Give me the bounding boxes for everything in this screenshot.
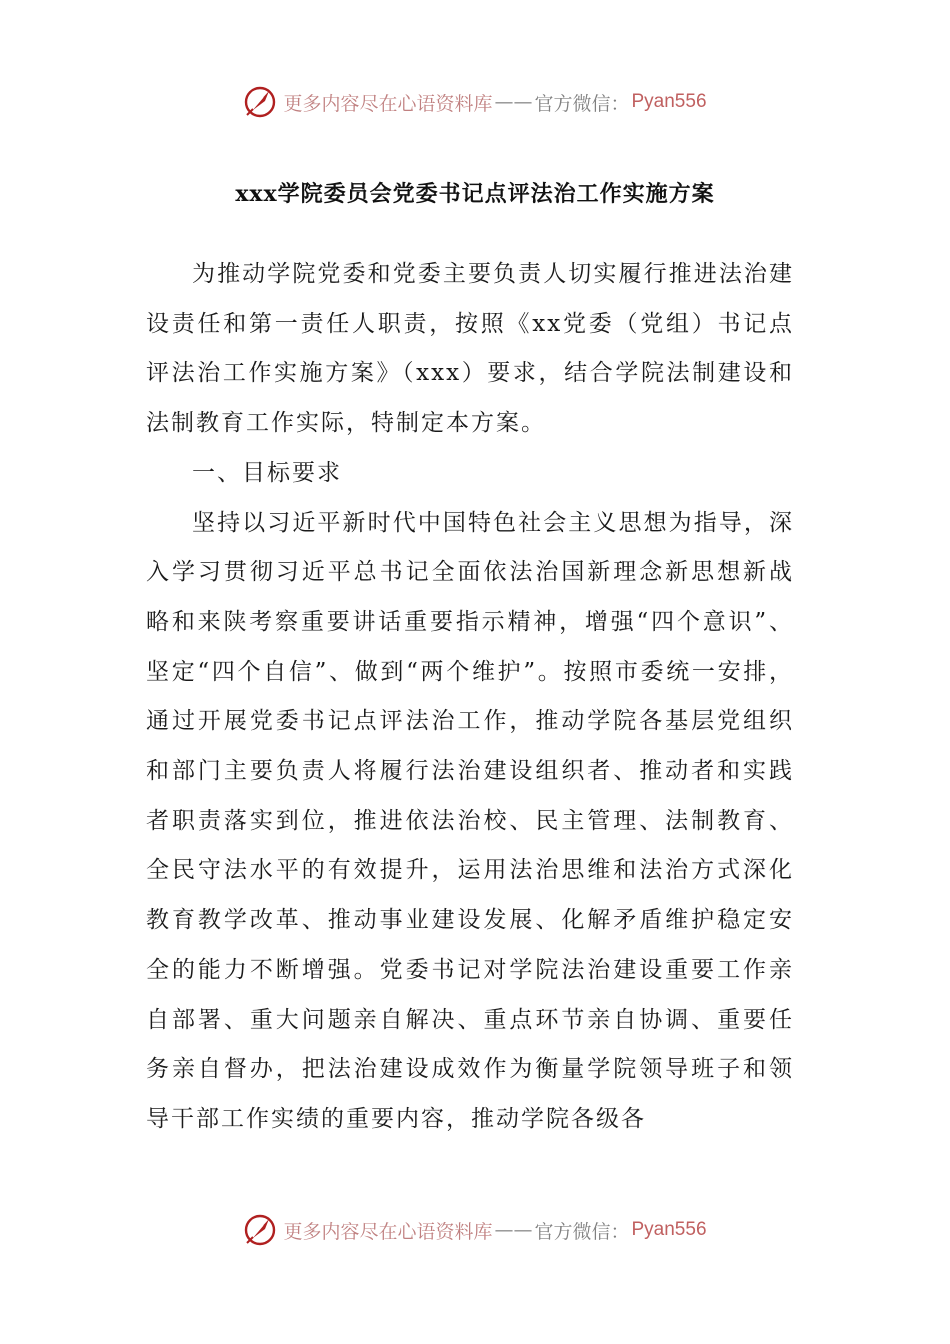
watermark-separator: —— [494,1219,533,1241]
watermark-wechat-label: 官方微信： [534,1220,630,1243]
watermark-text: 更多内容尽在心语资料库 [283,92,493,115]
watermark-wechat-id: Pyan556 [631,1219,707,1240]
watermark-text: 更多内容尽在心语资料库 [283,1220,493,1243]
body-paragraph: 坚持以习近平新时代中国特色社会主义思想为指导，深入学习贯彻习近平总书记全面依法治国新理念新思想新战略和来陕考察重要讲话重要指示精神，增强“四个意识”、坚定“四个自信”、做到“两个维护”。按照市委统一安排，通过开展党委书记点评法治工作，推动学院各基层党组织和部门主要负责人将履行法治建设组织者、推动者和实践者职责落实到位，推进依法治校、民主管理、法制教育、全民守法水平的有效提升，运用法治思维和法治方式深化教育教学改革、推动事业建设发展、化解矛盾维护稳定安全的能力不断增强。党委书记对学院法治建设重要工作亲自部署、重大问题亲自解决、重点环节亲自协调、重要任务亲自督办，把法治建设成效作为衡量学院领导班子和领导干部工作实绩的重要内容，推动学院各级各 [146,509,794,1132]
section-heading: 一、目标要求 [192,459,342,486]
watermark-wechat-label: 官方微信： [534,92,630,115]
document-body [146,250,794,1145]
feather-pen-logo-icon [243,85,277,119]
watermark-separator: —— [494,91,533,113]
document-title: xxx学院委员会党委书记点评法治工作实施方案 [235,181,715,207]
header-watermark [0,80,950,124]
feather-pen-logo-icon [243,1213,277,1247]
watermark-wechat-id: Pyan556 [631,91,707,112]
footer-watermark [0,1208,950,1252]
intro-paragraph: 为推动学院党委和党委主要负责人切实履行推进法治建设责任和第一责任人职责，按照《xx党委（党组）书记点评法治工作实施方案》（xxx）要求，结合学院法制建设和法制教育工作实际，特制定本方案。 [146,261,794,437]
